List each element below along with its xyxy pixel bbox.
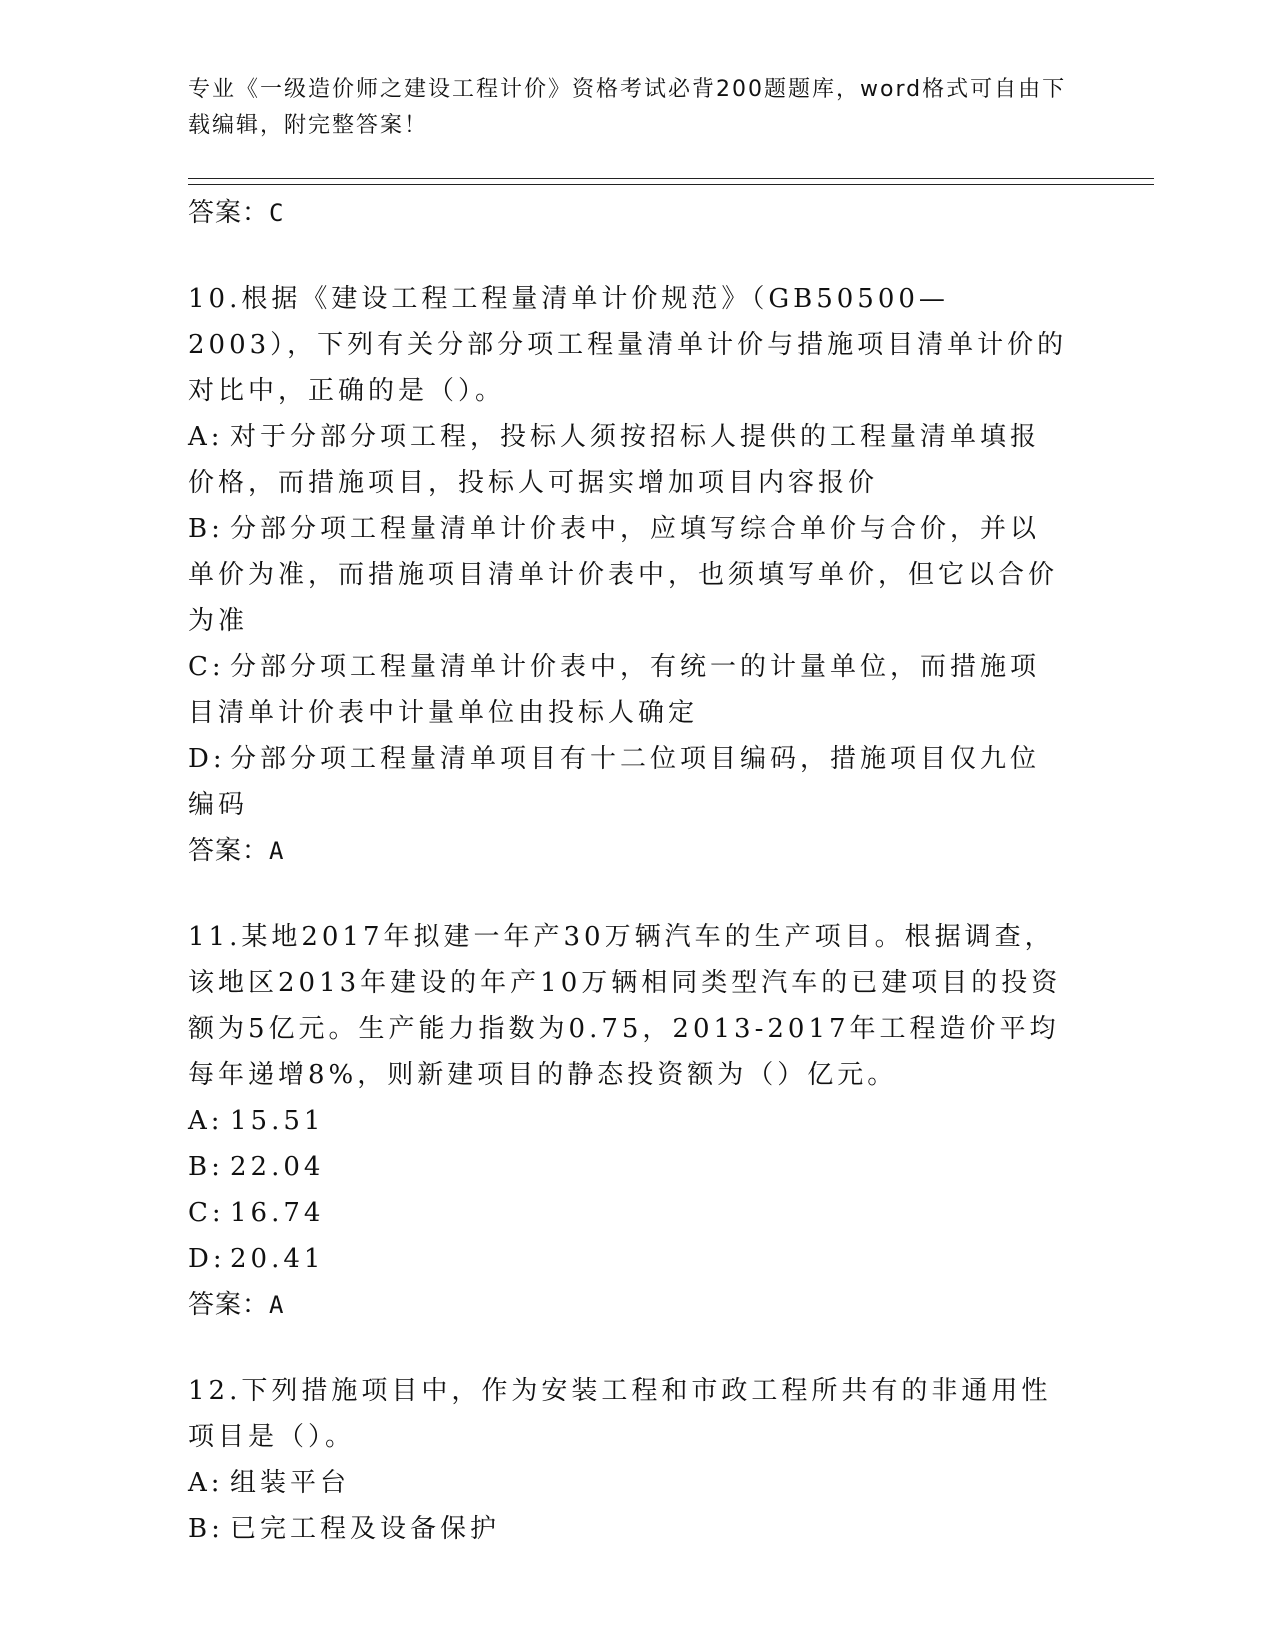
option-c	[188, 644, 1068, 736]
option-letter: A:	[188, 1106, 224, 1136]
option-letter: C:	[188, 652, 225, 682]
option-letter: A:	[188, 1468, 224, 1498]
option-text: 分部分项工程量清单项目有十二位项目编码，措施项目仅九位编码	[188, 744, 1041, 820]
option-letter: D:	[188, 744, 226, 774]
answer-label: 答案：	[188, 836, 270, 866]
document-body	[188, 190, 1068, 1552]
option-a	[188, 1098, 1068, 1144]
option-letter: B:	[188, 514, 224, 544]
option-text: 对于分部分项工程，投标人须按招标人提供的工程量清单填报价格，而措施项目，投标人可据实增加项目内容报价	[188, 422, 1041, 498]
option-b	[188, 1506, 1068, 1552]
answer-value: A	[269, 1291, 285, 1319]
header-rule-bottom	[188, 184, 1154, 185]
answer-value: A	[269, 837, 285, 865]
question-answer	[188, 828, 1068, 874]
question-answer	[188, 1282, 1068, 1328]
question-stem: 10.根据《建设工程工程量清单计价规范》（GB50500—2003），下列有关分部分项工程量清单计价与措施项目清单计价的对比中，正确的是（）。	[188, 284, 1068, 406]
option-text: 分部分项工程量清单计价表中，应填写综合单价与合价，并以单价为准，而措施项目清单计价表中，也须填写单价，但它以合价为准	[188, 514, 1059, 636]
previous-answer	[188, 190, 1068, 236]
option-a	[188, 414, 1068, 506]
option-text: 15.51	[230, 1106, 325, 1136]
option-b	[188, 506, 1068, 644]
answer-label: 答案：	[188, 198, 270, 228]
document-header: 专业《一级造价师之建设工程计价》资格考试必背200题题库，word格式可自由下载编辑，附完整答案！	[188, 77, 1067, 138]
option-letter: B:	[188, 1514, 224, 1544]
answer-label: 答案：	[188, 1290, 270, 1320]
question-stem: 12.下列措施项目中，作为安装工程和市政工程所共有的非通用性项目是（）。	[188, 1376, 1052, 1452]
question-12	[188, 1368, 1068, 1552]
option-d	[188, 1236, 1068, 1282]
question-11	[188, 914, 1068, 1328]
answer-value: C	[269, 199, 285, 227]
option-text: 已完工程及设备保护	[230, 1514, 501, 1544]
option-b	[188, 1144, 1068, 1190]
option-text: 组装平台	[230, 1468, 351, 1498]
option-text: 16.74	[230, 1198, 325, 1228]
option-text: 分部分项工程量清单计价表中，有统一的计量单位，而措施项目清单计价表中计量单位由投标人确定	[188, 652, 1041, 728]
option-text: 22.04	[230, 1152, 325, 1182]
header-rule-top	[188, 178, 1154, 179]
option-letter: A:	[188, 422, 224, 452]
option-a	[188, 1460, 1068, 1506]
question-10	[188, 276, 1068, 874]
question-stem: 11.某地2017年拟建一年产30万辆汽车的生产项目。根据调查，该地区2013年建设的年产10万辆相同类型汽车的已建项目的投资额为5亿元。生产能力指数为0.75，2013-2017年工程造价平均每年递增8%，则新建项目的静态投资额为（）亿元。	[188, 922, 1062, 1090]
option-letter: D:	[188, 1244, 226, 1274]
option-letter: C:	[188, 1198, 225, 1228]
option-letter: B:	[188, 1152, 224, 1182]
option-c	[188, 1190, 1068, 1236]
option-d	[188, 736, 1068, 828]
option-text: 20.41	[230, 1244, 325, 1274]
